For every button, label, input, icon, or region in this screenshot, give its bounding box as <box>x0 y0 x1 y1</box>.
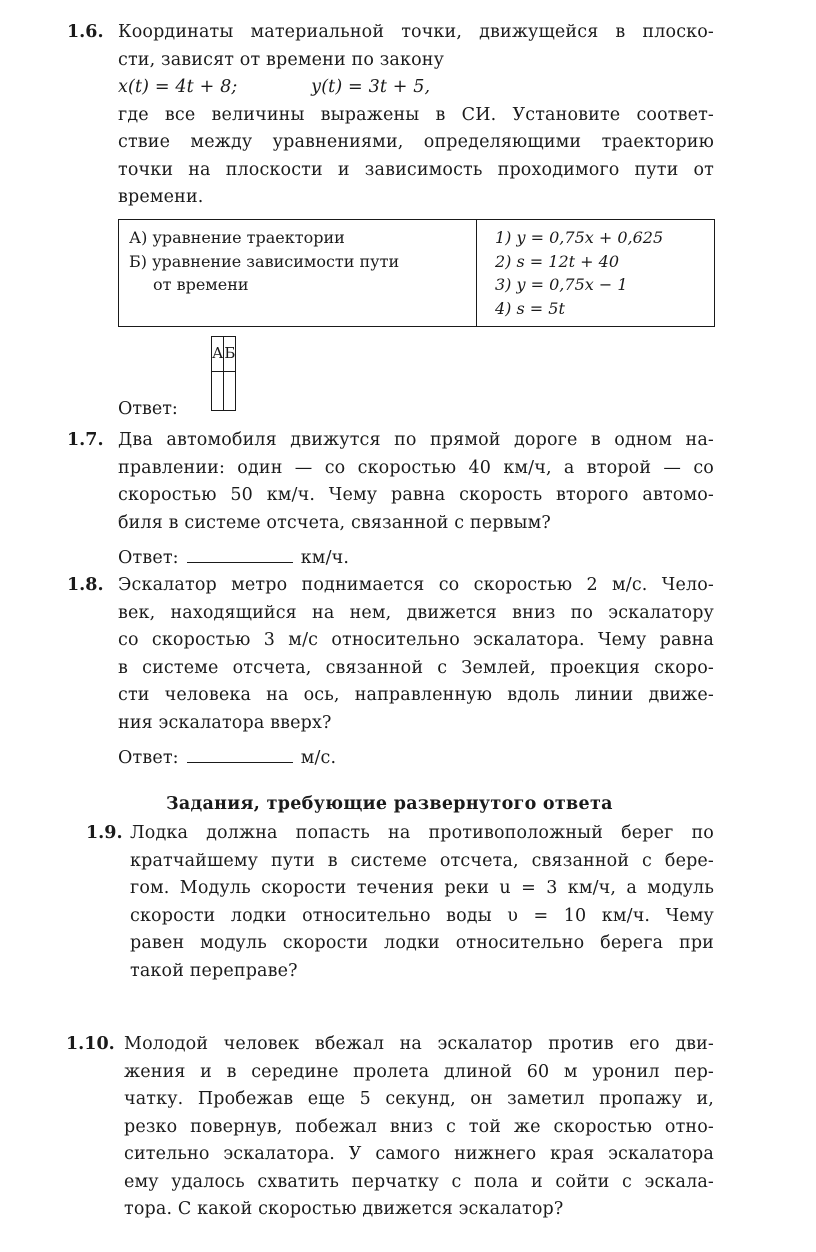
text-line: Лодка должна попасть на противоположный берег по <box>130 823 714 843</box>
option-4: 4) s = 5t <box>495 298 565 318</box>
text-line: времени. <box>118 187 204 207</box>
matching-table <box>118 219 715 327</box>
text-line: Координаты материальной точки, движущейся в плоско- <box>118 22 714 42</box>
answer-label: Ответ: <box>118 548 179 568</box>
text-line: биля в системе отсчета, связанной с первым? <box>118 512 551 533</box>
option-1: 1) y = 0,75x + 0,625 <box>495 228 664 247</box>
text-line: чатку. Пробежав еще 5 секунд, он заметил пропажу и, <box>124 1089 714 1109</box>
answer-grid <box>211 336 236 411</box>
text-line: такой переправе? <box>130 960 298 981</box>
problem-number: 1.8. <box>67 575 104 595</box>
grid-header-a: А <box>212 337 224 372</box>
answer-blank[interactable] <box>187 746 293 763</box>
text-line: ствие между уравнениями, определяющими траекторию <box>118 132 714 152</box>
answer-unit: м/с. <box>300 748 337 768</box>
answer-label: Ответ: <box>118 748 179 768</box>
text-line: в системе отсчета, связанной с Землей, проекция скоро- <box>118 657 714 678</box>
answer-blank[interactable] <box>187 546 293 563</box>
text-line: сительно эскалатора. У самого нижнего края эскалатора <box>124 1144 714 1164</box>
answer-row <box>118 745 714 773</box>
text-line: скорости лодки относительно воды υ = 10 км/ч. Чему <box>130 905 714 926</box>
text-line: со скоростью 3 м/с относительно эскалатора. Чему равна <box>118 630 714 650</box>
formula-y: y(t) = 3t + 5, <box>311 77 431 97</box>
text-line: резко повернув, побежал вниз с той же скоростью отно- <box>124 1116 714 1137</box>
answer-cell-b[interactable] <box>224 372 236 411</box>
text-line: жения и в середине пролета длиной 60 м уронил пер- <box>124 1061 714 1082</box>
grid-header-b: Б <box>224 337 236 372</box>
text-line: скоростью 50 км/ч. Чему равна скорость второго автомо- <box>118 485 714 505</box>
problem-number: 1.10. <box>66 1034 115 1054</box>
text-line: точки на плоскости и зависимость проходимого пути от <box>118 159 714 180</box>
text-line: век, находящийся на нем, движется вниз по эскалатору <box>118 602 714 623</box>
text-line: равен модуль скорости лодки относительно берега при <box>130 933 714 953</box>
option-3: 3) y = 0,75x − 1 <box>495 275 628 294</box>
text-line: Два автомобиля движутся по прямой дороге в одном на- <box>118 430 714 450</box>
text-line: Молодой человек вбежал на эскалатор против его дви- <box>124 1034 714 1054</box>
text-line: правлении: один — со скоростью 40 км/ч, а второй — со <box>118 457 714 478</box>
answer-label: Ответ: <box>118 399 178 419</box>
text-line: тора. С какой скоростью движется эскалатор? <box>124 1199 564 1219</box>
text-line: кратчайшему пути в системе отсчета, связанной с бере- <box>130 850 714 871</box>
formula-line <box>118 74 714 102</box>
section-title: Задания, требующие развернутого ответа <box>166 794 613 814</box>
problem-number: 1.7. <box>67 430 104 450</box>
item-b: Б) уравнение зависимости пути <box>129 251 400 271</box>
text-line: где все величины выражены в СИ. Установите соответ- <box>118 104 714 125</box>
text-line: сти человека на ось, направленную вдоль линии движе- <box>118 685 714 705</box>
problem-number: 1.6. <box>67 22 104 42</box>
left-column <box>119 220 477 327</box>
answer-unit: км/ч. <box>300 548 350 568</box>
right-column <box>477 220 715 327</box>
text-line: гом. Модуль скорости течения реки u = 3 км/ч, а модуль <box>130 878 714 898</box>
text-line: Эскалатор метро поднимается со скоростью 2 м/с. Чело- <box>118 575 714 595</box>
formula-x: x(t) = 4t + 8; <box>118 77 238 97</box>
answer-row <box>118 545 714 573</box>
text-line: сти, зависят от времени по закону <box>118 49 445 70</box>
answer-cell-a[interactable] <box>212 372 224 411</box>
text-line: ему удалось схватить перчатку с пола и сойти с эскала- <box>124 1171 714 1192</box>
option-2: 2) s = 12t + 40 <box>495 251 620 271</box>
text-line: ния эскалатора вверх? <box>118 712 332 733</box>
item-b-cont: от времени <box>153 275 249 294</box>
problem-number: 1.9. <box>86 823 123 843</box>
item-a: А) уравнение траектории <box>129 228 345 247</box>
